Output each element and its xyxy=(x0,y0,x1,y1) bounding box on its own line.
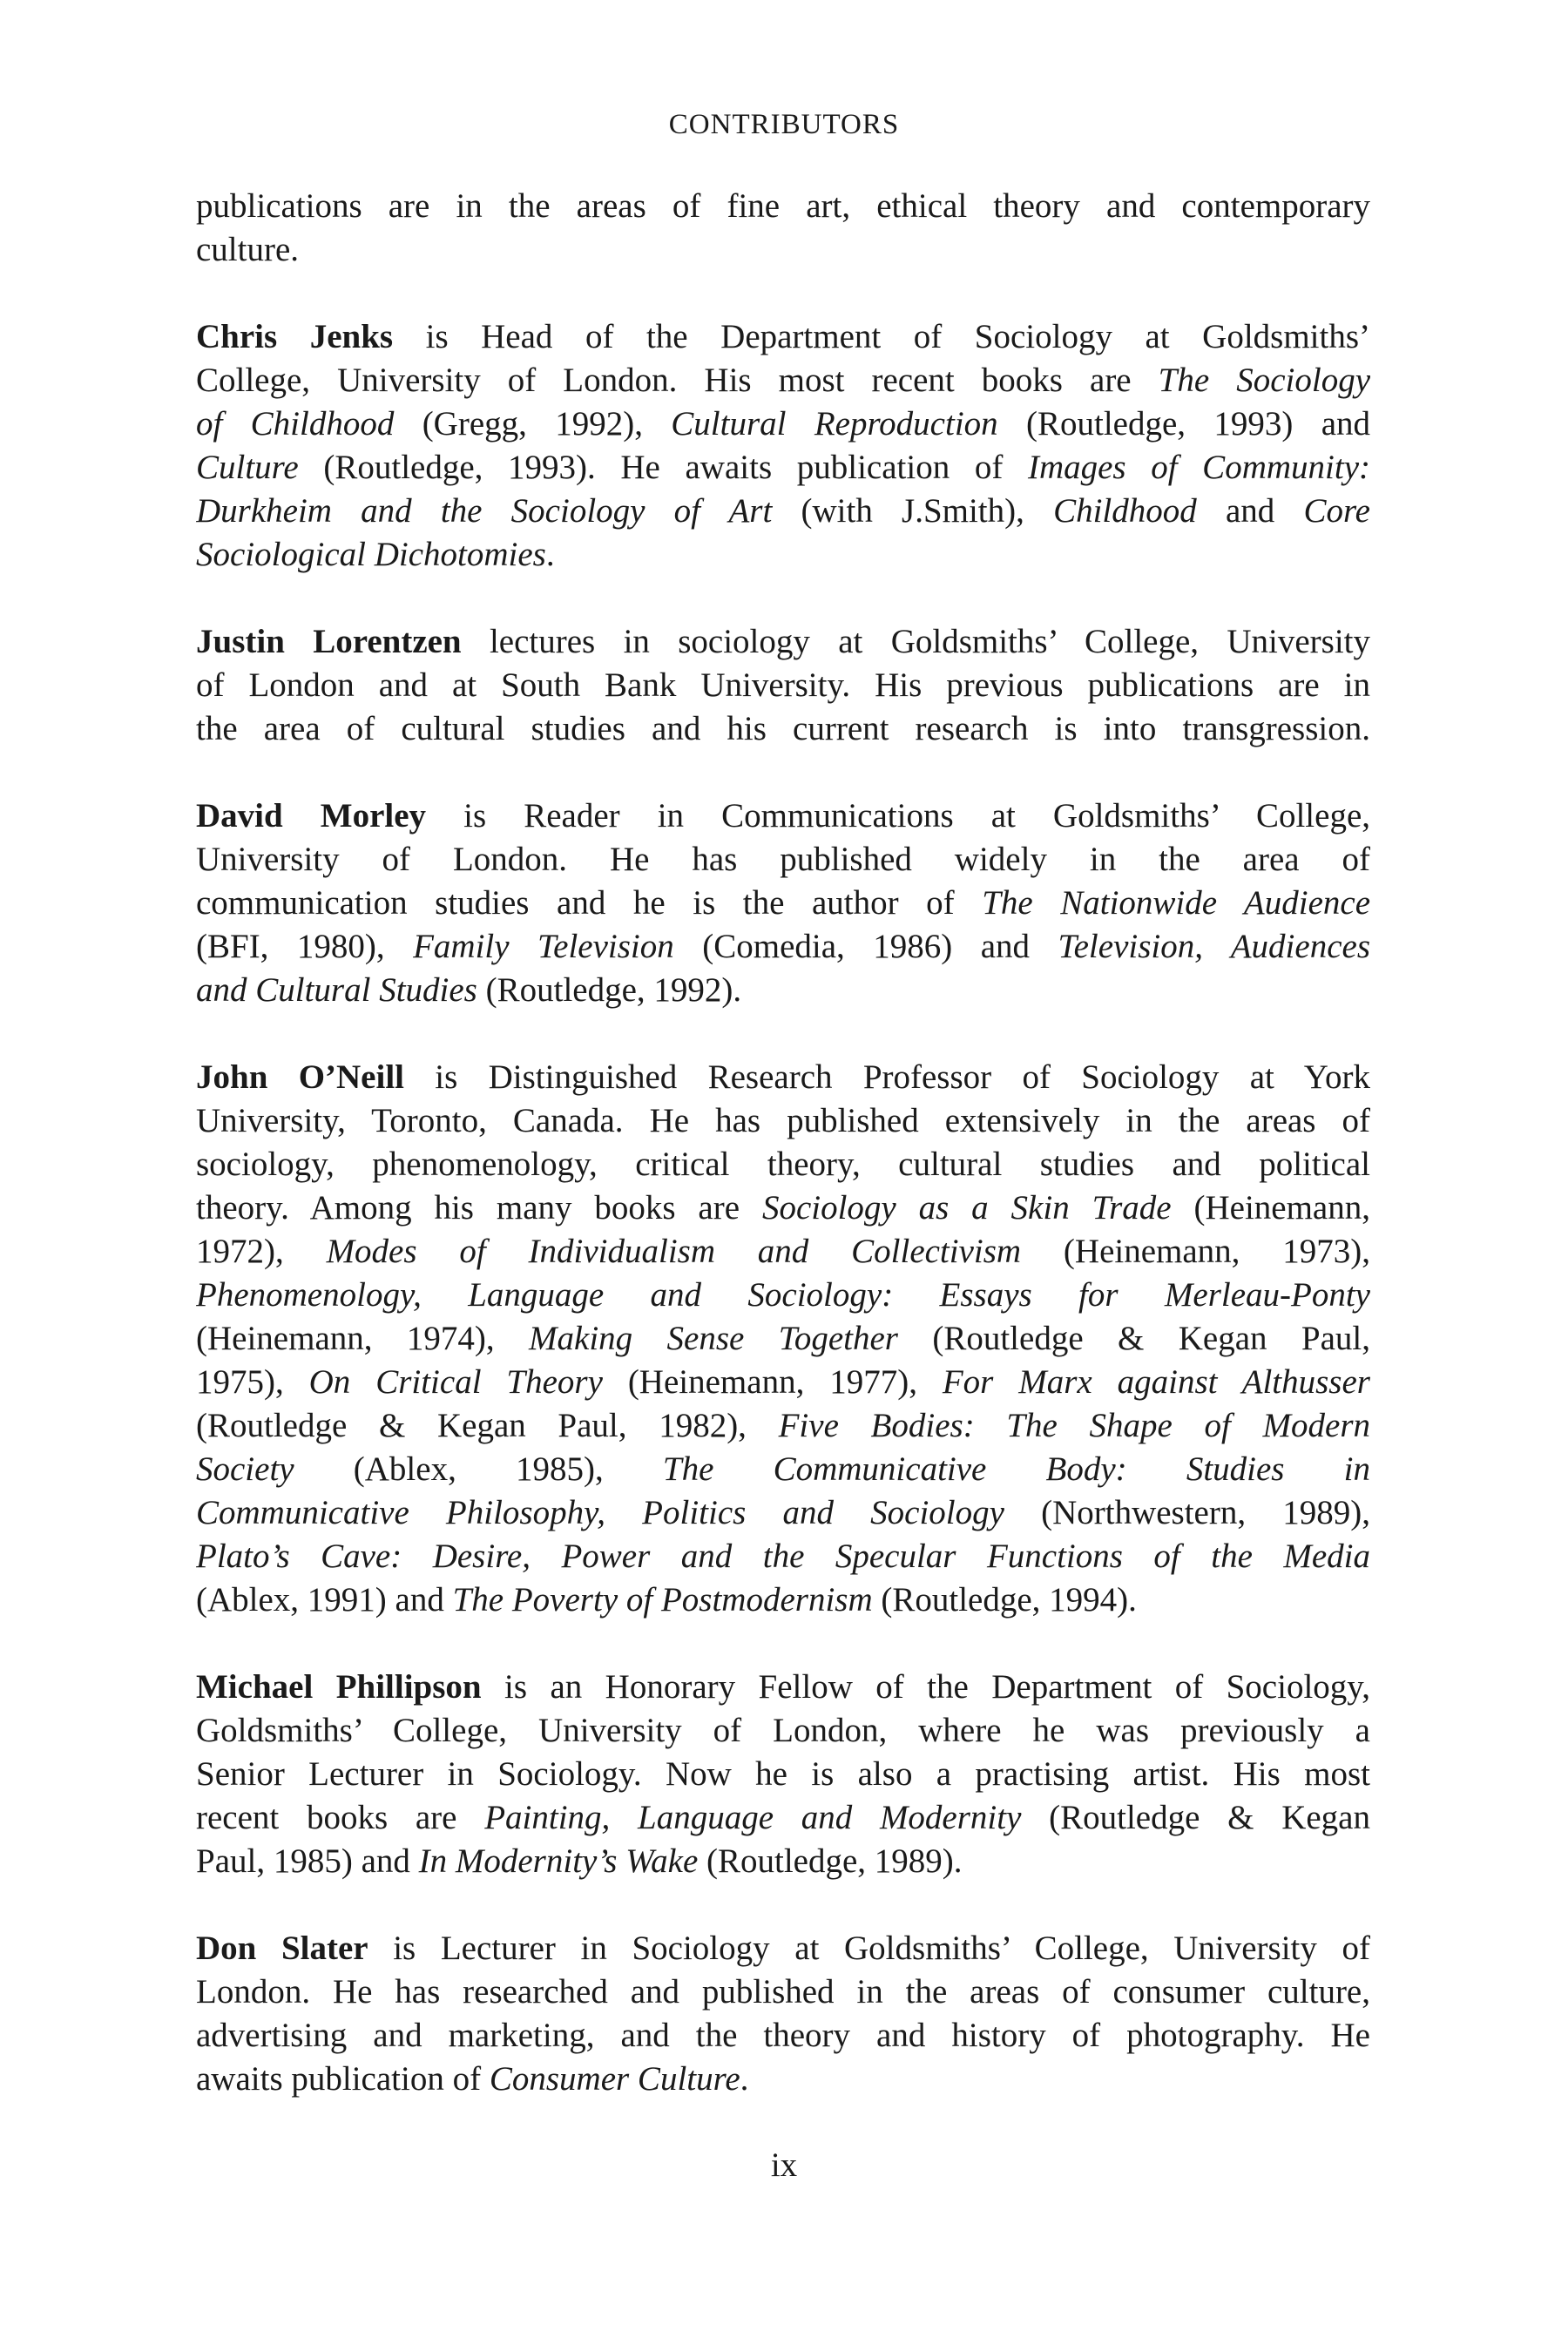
text-run: College, University of London. His most recent books are xyxy=(196,362,1159,399)
text-line xyxy=(196,882,1370,925)
text-line xyxy=(196,1709,1370,1753)
text-run: communication studies and he is the author of xyxy=(196,884,983,922)
paragraph-gap xyxy=(196,577,1370,620)
text-run: (Ablex, 1985), xyxy=(294,1450,663,1488)
text-line xyxy=(196,794,1370,838)
text-run: (Heinemann, xyxy=(1171,1189,1370,1227)
text-line xyxy=(196,2058,1370,2101)
text-line xyxy=(196,664,1370,707)
book-title: and Cultural Studies xyxy=(196,971,477,1009)
text-line xyxy=(196,1753,1370,1796)
book-title: Painting, Language and Modernity xyxy=(484,1799,1022,1836)
text-line xyxy=(196,1927,1370,1970)
contributor-paragraph xyxy=(196,1927,1370,2101)
text-line xyxy=(196,1056,1370,1099)
text-line xyxy=(196,1796,1370,1840)
running-header: CONTRIBUTORS xyxy=(668,109,900,140)
text-run: (Routledge, 1994). xyxy=(872,1581,1137,1619)
book-title: Five Bodies: The Shape of Modern xyxy=(778,1407,1370,1444)
text-line xyxy=(196,925,1370,969)
contributor-paragraph xyxy=(196,315,1370,577)
paragraph-gap xyxy=(196,751,1370,794)
text-line xyxy=(196,1274,1370,1317)
text-run: (Routledge, 1989). xyxy=(698,1842,963,1880)
text-run: is Reader in Communications at Goldsmiths’ College, xyxy=(426,797,1370,835)
text-line xyxy=(196,1230,1370,1274)
paragraph-gap xyxy=(196,1883,1370,1927)
contributor-name: Don Slater xyxy=(196,1930,368,1967)
book-title: Communicative Philosophy, Politics and Sociology xyxy=(196,1494,1004,1531)
book-title: The Communicative Body: Studies in xyxy=(662,1450,1370,1488)
text-run: (Heinemann, 1977), xyxy=(602,1363,943,1401)
contributor-paragraph xyxy=(196,794,1370,1012)
text-run: 1972), xyxy=(196,1233,327,1270)
text-run: of London and at South Bank University. His previous publications are in xyxy=(196,666,1370,704)
text-line xyxy=(196,969,1370,1012)
text-line xyxy=(196,1361,1370,1404)
book-title: Society xyxy=(196,1450,294,1488)
text-line xyxy=(196,446,1370,490)
text-run: (Gregg, 1992), xyxy=(394,405,672,443)
text-run: (Heinemann, 1974), xyxy=(196,1320,530,1357)
text-line xyxy=(196,490,1370,533)
text-line xyxy=(196,1535,1370,1578)
book-title: In Modernity’s Wake xyxy=(418,1842,699,1880)
text-line xyxy=(196,315,1370,359)
text-line xyxy=(196,2014,1370,2058)
book-title: Sociological Dichotomies xyxy=(196,536,546,573)
text-run: 1975), xyxy=(196,1363,309,1401)
contributor-paragraph xyxy=(196,1666,1370,1883)
text-line xyxy=(196,1143,1370,1186)
book-title: Phenomenology, Language and Sociology: Essays for Merleau-Ponty xyxy=(196,1276,1370,1314)
book-title: Family Television xyxy=(413,928,674,965)
text-line xyxy=(196,1578,1370,1622)
contributor-paragraph xyxy=(196,1056,1370,1622)
text-run: is Distinguished Research Professor of Sociology at York xyxy=(404,1058,1370,1096)
text-run: University of London. He has published widely in the area of xyxy=(196,841,1370,878)
text-run: lectures in sociology at Goldsmiths’ College, University xyxy=(461,623,1370,660)
contributor-name: David Morley xyxy=(196,797,427,835)
book-title: Modes of Individualism and Collectivism xyxy=(326,1233,1022,1270)
text-run: and xyxy=(1196,492,1304,530)
text-run: culture. xyxy=(196,231,300,268)
text-run: (Comedia, 1986) and xyxy=(673,928,1058,965)
text-run: (Routledge, 1993). He awaits publication of xyxy=(298,449,1028,486)
text-run: University, Toronto, Canada. He has published extensively in the areas of xyxy=(196,1102,1370,1139)
book-title: Cultural Reproduction xyxy=(671,405,998,443)
book-title: Making Sense Together xyxy=(529,1320,898,1357)
text-line xyxy=(196,838,1370,882)
text-run: is an Honorary Fellow of the Department of Sociology, xyxy=(481,1668,1370,1706)
text-run: Goldsmiths’ College, University of London, where he was previously a xyxy=(196,1712,1370,1749)
text-line xyxy=(196,1666,1370,1709)
text-run: advertising and marketing, and the theory and history of photography. He xyxy=(196,2017,1370,2054)
book-title: Consumer Culture xyxy=(489,2060,740,2098)
text-run: . xyxy=(740,2060,749,2098)
paragraph-gap xyxy=(196,272,1370,315)
text-line xyxy=(196,707,1370,751)
text-run: awaits publication of xyxy=(196,2060,490,2098)
text-line xyxy=(196,1186,1370,1230)
book-title: Culture xyxy=(196,449,299,486)
book-title: Childhood xyxy=(1053,492,1197,530)
text-run: . xyxy=(545,536,555,573)
contributor-paragraph xyxy=(196,185,1370,272)
text-run: is Head of the Department of Sociology at Goldsmiths’ xyxy=(393,318,1370,355)
text-line xyxy=(196,1448,1370,1491)
text-run: sociology, phenomenology, critical theory, cultural studies and political xyxy=(196,1146,1370,1183)
contributor-name: John O’Neill xyxy=(196,1058,404,1096)
book-title: of Childhood xyxy=(196,405,395,443)
text-run: (Routledge, 1992). xyxy=(476,971,742,1009)
book-title: The Poverty of Postmodernism xyxy=(452,1581,873,1619)
text-run: (Ablex, 1991) and xyxy=(196,1581,453,1619)
book-title: For Marx against Althusser xyxy=(942,1363,1370,1401)
book-title: Television, Audiences xyxy=(1058,928,1370,965)
text-line xyxy=(196,1099,1370,1143)
book-title: The Nationwide Audience xyxy=(982,884,1370,922)
book-title: Sociology as a Skin Trade xyxy=(761,1189,1172,1227)
text-line xyxy=(196,1317,1370,1361)
text-line xyxy=(196,185,1370,228)
text-run: London. He has researched and published in the areas of consumer culture, xyxy=(196,1973,1370,2011)
contributors-text xyxy=(196,185,1370,2101)
contributor-paragraph xyxy=(196,620,1370,751)
text-run: (Northwestern, 1989), xyxy=(1004,1494,1370,1531)
text-line xyxy=(196,359,1370,402)
text-run: is Lecturer in Sociology at Goldsmiths’ College, University of xyxy=(368,1930,1370,1967)
text-run: recent books are xyxy=(196,1799,485,1836)
book-title: Images of Community: xyxy=(1027,449,1370,486)
page-number: ix xyxy=(770,2146,798,2184)
text-run: (Routledge & Kegan xyxy=(1021,1799,1370,1836)
text-line xyxy=(196,402,1370,446)
book-title: The Sociology xyxy=(1158,362,1370,399)
text-run: (with J.Smith), xyxy=(772,492,1054,530)
book-title: On Critical Theory xyxy=(308,1363,603,1401)
paragraph-gap xyxy=(196,1622,1370,1666)
text-line xyxy=(196,1491,1370,1535)
text-run: the area of cultural studies and his current research is into transgression. xyxy=(196,710,1370,747)
text-line xyxy=(196,1970,1370,2014)
text-line xyxy=(196,1404,1370,1448)
text-run: Paul, 1985) and xyxy=(196,1842,419,1880)
paragraph-gap xyxy=(196,1012,1370,1056)
text-run: (Routledge, 1993) and xyxy=(997,405,1370,443)
book-title: Durkheim and the Sociology of Art xyxy=(196,492,773,530)
text-run: publications are in the areas of fine art, ethical theory and contemporary xyxy=(196,187,1370,225)
contributor-name: Justin Lorentzen xyxy=(196,623,462,660)
text-run: (Heinemann, 1973), xyxy=(1021,1233,1370,1270)
text-line xyxy=(196,1840,1370,1883)
text-run: (Routledge & Kegan Paul, 1982), xyxy=(196,1407,779,1444)
book-title: Core xyxy=(1303,492,1370,530)
text-run: Senior Lecturer in Sociology. Now he is also a practising artist. His most xyxy=(196,1755,1370,1793)
contributor-name: Michael Phillipson xyxy=(196,1668,482,1706)
text-line xyxy=(196,228,1370,272)
text-run: (Routledge & Kegan Paul, xyxy=(897,1320,1370,1357)
text-run: (BFI, 1980), xyxy=(196,928,414,965)
book-title: Plato’s Cave: Desire, Power and the Specular Functions of the Media xyxy=(196,1538,1370,1575)
text-line xyxy=(196,533,1370,577)
text-run: theory. Among his many books are xyxy=(196,1189,762,1227)
text-line xyxy=(196,620,1370,664)
contributor-name: Chris Jenks xyxy=(196,318,394,355)
